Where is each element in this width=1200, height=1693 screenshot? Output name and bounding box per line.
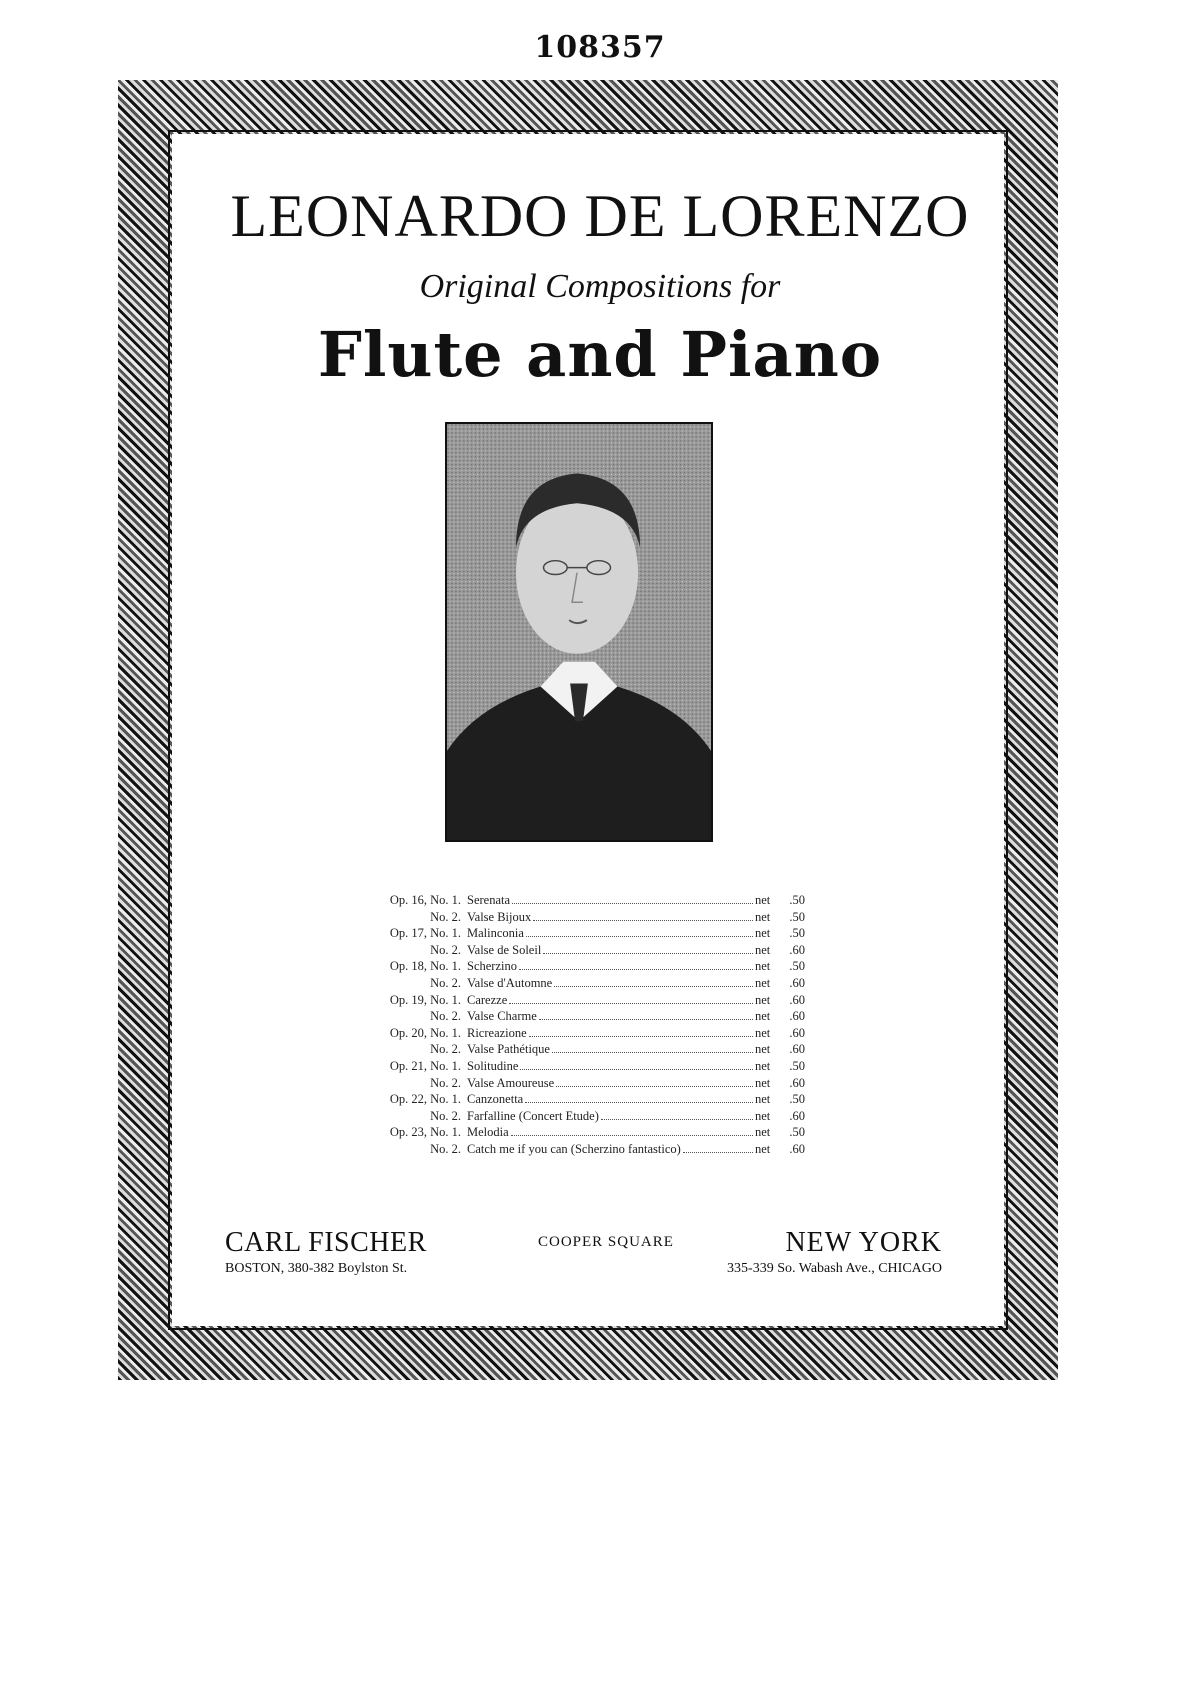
- publisher-name: CARL FISCHER: [225, 1227, 427, 1258]
- dot-leader: [526, 925, 753, 937]
- work-row: [355, 1008, 805, 1025]
- work-net-label: net: [755, 1125, 771, 1140]
- dot-leader: [554, 975, 753, 987]
- work-opus: No. 2.: [430, 1042, 461, 1057]
- work-opus: Op. 22, No. 1.: [389, 1092, 461, 1107]
- work-row: [355, 1108, 805, 1125]
- work-row: [355, 975, 805, 992]
- work-title: Valse de Soleil: [467, 942, 542, 957]
- work-price: .50: [789, 1125, 805, 1140]
- work-title: Carezze: [467, 992, 508, 1007]
- work-row: [355, 1091, 805, 1108]
- work-row: [355, 942, 805, 959]
- catalog-number: 108357: [534, 30, 666, 65]
- work-price: .60: [789, 1009, 805, 1024]
- work-net-label: net: [755, 909, 771, 924]
- work-title: Malinconia: [467, 926, 524, 941]
- work-price: .60: [789, 1025, 805, 1040]
- dot-leader: [683, 1141, 753, 1153]
- work-title: Valse Bijoux: [467, 909, 532, 924]
- work-opus: No. 2.: [430, 975, 461, 990]
- dot-leader: [533, 909, 753, 921]
- work-net-label: net: [755, 942, 771, 957]
- work-price: .50: [789, 909, 805, 924]
- portrait-icon: [447, 424, 711, 840]
- work-price: .60: [789, 975, 805, 990]
- work-price: .60: [789, 992, 805, 1007]
- work-opus: No. 2.: [430, 1075, 461, 1090]
- work-net-label: net: [755, 926, 771, 941]
- work-net-label: net: [755, 1108, 771, 1123]
- work-net-label: net: [755, 992, 771, 1007]
- dot-leader: [539, 1008, 753, 1020]
- dot-leader: [511, 1124, 753, 1136]
- dot-leader: [525, 1091, 753, 1103]
- composer-portrait-photo: [445, 422, 713, 842]
- work-title: Valse Pathétique: [467, 1042, 550, 1057]
- publisher-chicago-address: 335-339 So. Wabash Ave., CHICAGO: [727, 1261, 942, 1276]
- work-title: Serenata: [467, 893, 511, 907]
- work-price: .60: [789, 942, 805, 957]
- work-price: .50: [789, 959, 805, 974]
- publisher-cooper-square: COOPER SQUARE: [538, 1234, 674, 1250]
- dot-leader: [543, 942, 753, 954]
- publisher-new-york: NEW YORK: [785, 1227, 942, 1258]
- work-opus: Op. 16, No. 1.: [389, 893, 461, 907]
- work-net-label: net: [755, 1141, 771, 1156]
- work-price: .60: [789, 1075, 805, 1090]
- work-opus: No. 2.: [430, 1108, 461, 1123]
- work-row: [355, 1141, 805, 1158]
- work-net-label: net: [755, 1042, 771, 1057]
- work-price: .50: [789, 1092, 805, 1107]
- work-net-label: net: [755, 893, 771, 907]
- dot-leader: [601, 1108, 753, 1120]
- work-title: Valse Charme: [467, 1009, 537, 1024]
- work-title: Valse Amoureuse: [467, 1075, 555, 1090]
- work-net-label: net: [755, 1092, 771, 1107]
- work-price: .60: [789, 1108, 805, 1123]
- work-opus: Op. 19, No. 1.: [389, 992, 461, 1007]
- work-opus: Op. 17, No. 1.: [389, 926, 461, 941]
- work-title: Farfalline (Concert Etude): [467, 1108, 599, 1123]
- instrumentation-title: Flute and Piano: [317, 318, 883, 391]
- work-opus: Op. 21, No. 1.: [389, 1058, 461, 1073]
- work-price: .60: [789, 1141, 805, 1156]
- publisher-boston-address: BOSTON, 380-382 Boylston St.: [225, 1261, 408, 1276]
- work-net-label: net: [755, 1009, 771, 1024]
- work-net-label: net: [755, 1075, 771, 1090]
- composer-name: LEONARDO DE LORENZO: [230, 183, 970, 249]
- work-opus: No. 2.: [430, 942, 461, 957]
- dot-leader: [556, 1075, 753, 1087]
- dot-leader: [529, 1025, 753, 1037]
- work-price: .60: [789, 1042, 805, 1057]
- work-title: Canzonetta: [467, 1092, 524, 1107]
- work-row: [355, 1124, 805, 1141]
- work-title: Valse d'Automne: [467, 975, 553, 990]
- work-row: [355, 1058, 805, 1075]
- subtitle: Original Compositions for: [419, 268, 781, 305]
- dot-leader: [512, 892, 753, 904]
- work-row: [355, 1075, 805, 1092]
- work-price: .50: [789, 1058, 805, 1073]
- work-net-label: net: [755, 959, 771, 974]
- work-row: [355, 992, 805, 1009]
- work-title: Solitudine: [467, 1058, 519, 1073]
- work-price: .50: [789, 926, 805, 941]
- work-net-label: net: [755, 975, 771, 990]
- dot-leader: [519, 958, 753, 970]
- work-net-label: net: [755, 1058, 771, 1073]
- work-opus: Op. 18, No. 1.: [389, 959, 461, 974]
- work-title: Catch me if you can (Scherzino fantastico): [467, 1141, 681, 1156]
- work-row: [355, 892, 805, 909]
- work-row: [355, 1025, 805, 1042]
- work-row: [355, 1041, 805, 1058]
- work-price: .50: [789, 893, 805, 907]
- dot-leader: [509, 992, 753, 1004]
- dot-leader: [552, 1041, 753, 1053]
- work-net-label: net: [755, 1025, 771, 1040]
- work-opus: No. 2.: [430, 1009, 461, 1024]
- work-row: [355, 909, 805, 926]
- work-title: Scherzino: [467, 959, 517, 974]
- work-title: Melodia: [467, 1125, 509, 1140]
- work-opus: Op. 20, No. 1.: [389, 1025, 461, 1040]
- work-opus: No. 2.: [430, 909, 461, 924]
- work-opus: No. 2.: [430, 1141, 461, 1156]
- work-opus: Op. 23, No. 1.: [389, 1125, 461, 1140]
- dot-leader: [520, 1058, 753, 1070]
- works-list: [355, 892, 805, 1158]
- work-row: [355, 958, 805, 975]
- work-row: [355, 925, 805, 942]
- work-title: Ricreazione: [467, 1025, 527, 1040]
